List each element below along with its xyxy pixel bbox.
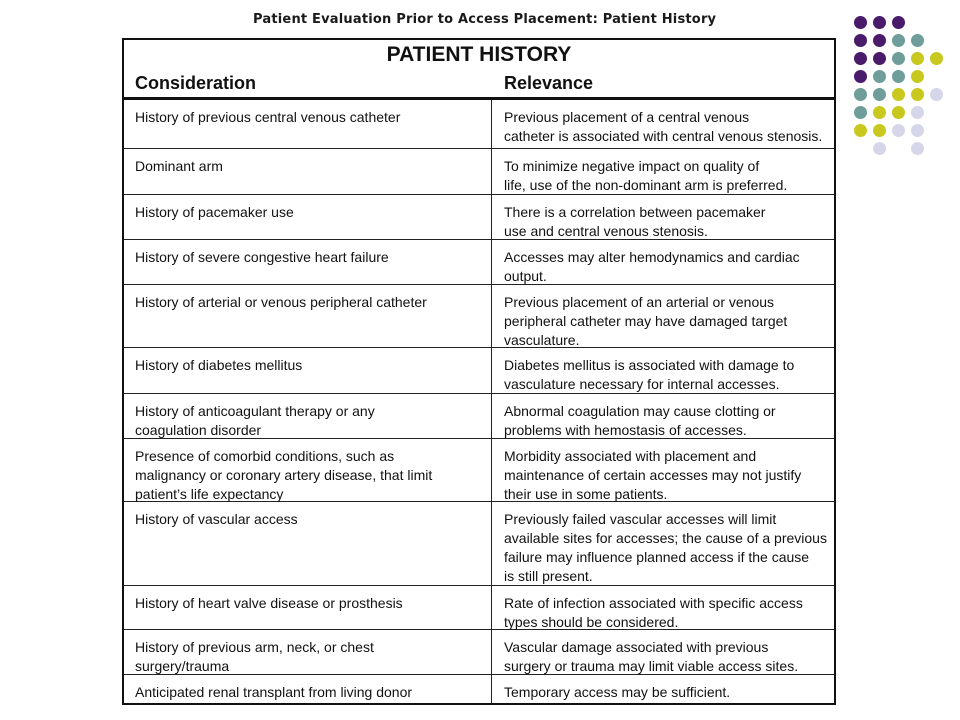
decorative-dot <box>873 16 886 29</box>
relevance-cell: Diabetes mellitus is associated with damage to vasculature necessary for internal accesses. <box>504 357 795 392</box>
consideration-cell: History of vascular access <box>135 511 298 527</box>
relevance-cell: Vascular damage associated with previous surgery or trauma may limit viable access sites. <box>504 639 799 674</box>
decorative-dot <box>854 34 867 47</box>
decorative-dot <box>911 34 924 47</box>
slide-title: Patient Evaluation Prior to Access Placement: Patient History <box>253 12 717 27</box>
decorative-dot <box>892 70 905 83</box>
relevance-cell: There is a correlation between pacemaker use and central venous stenosis. <box>504 204 766 239</box>
relevance-cell: Accesses may alter hemodynamics and cardiac output. <box>504 249 800 284</box>
decorative-dot <box>854 16 867 29</box>
decorative-dot <box>911 106 924 119</box>
decorative-dot <box>854 88 867 101</box>
table-body <box>124 100 834 705</box>
decorative-dot <box>892 88 905 101</box>
consideration-cell: History of severe congestive heart failure <box>135 249 389 265</box>
consideration-cell: History of pacemaker use <box>135 204 294 220</box>
consideration-cell: History of arterial or venous peripheral catheter <box>135 294 427 310</box>
relevance-cell: Previous placement of an arterial or venous peripheral catheter may have damaged target vasculature. <box>504 294 788 348</box>
decorative-dot <box>892 106 905 119</box>
table-row <box>124 675 834 705</box>
decorative-dot <box>911 52 924 65</box>
relevance-cell: To minimize negative impact on quality of life, use of the non-dominant arm is preferred. <box>504 158 788 193</box>
decorative-dot <box>892 34 905 47</box>
table-row <box>124 285 834 348</box>
consideration-cell: History of diabetes mellitus <box>135 357 303 373</box>
decorative-dot <box>930 52 943 65</box>
table-row <box>124 630 834 675</box>
consideration-cell: History of anticoagulant therapy or any coagulation disorder <box>135 403 375 438</box>
patient-history-table <box>122 38 836 705</box>
decorative-dot-grid <box>854 16 954 156</box>
consideration-cell: Dominant arm <box>135 158 223 174</box>
decorative-dot <box>873 34 886 47</box>
decorative-dot <box>854 106 867 119</box>
table-row <box>124 586 834 630</box>
table-row <box>124 100 834 149</box>
table-row <box>124 240 834 285</box>
decorative-dot <box>930 88 943 101</box>
decorative-dot <box>854 124 867 137</box>
table-title: PATIENT HISTORY <box>386 43 572 66</box>
decorative-dot <box>911 124 924 137</box>
relevance-cell: Abnormal coagulation may cause clotting or problems with hemostasis of accesses. <box>504 403 776 438</box>
table-row <box>124 394 834 439</box>
consideration-cell: Presence of comorbid conditions, such as malignancy or coronary artery disease, that limit patient’s life expectancy <box>135 448 433 502</box>
decorative-dot <box>854 52 867 65</box>
decorative-dot <box>873 142 886 155</box>
table-row <box>124 195 834 240</box>
relevance-cell: Morbidity associated with placement and maintenance of certain accesses may not justify their use in some patients. <box>504 448 802 502</box>
decorative-dot <box>873 124 886 137</box>
table-row <box>124 439 834 502</box>
decorative-dot <box>911 70 924 83</box>
consideration-cell: History of previous arm, neck, or chest surgery/trauma <box>135 639 374 674</box>
consideration-cell: History of previous central venous catheter <box>135 109 401 125</box>
decorative-dot <box>892 16 905 29</box>
table-row <box>124 348 834 394</box>
table-row <box>124 149 834 195</box>
relevance-cell: Temporary access may be sufficient. <box>504 684 731 700</box>
decorative-dot <box>911 88 924 101</box>
decorative-dot <box>873 88 886 101</box>
table-row <box>124 502 834 586</box>
decorative-dot <box>892 52 905 65</box>
column-header-relevance: Relevance <box>504 73 594 93</box>
relevance-cell: Previous placement of a central venous catheter is associated with central venous stenosis. <box>504 109 823 144</box>
decorative-dot <box>873 70 886 83</box>
decorative-dot <box>911 142 924 155</box>
consideration-cell: History of heart valve disease or prosthesis <box>135 595 403 611</box>
consideration-cell: Anticipated renal transplant from living donor <box>135 684 413 700</box>
decorative-dot <box>892 124 905 137</box>
relevance-cell: Rate of infection associated with specific access types should be considered. <box>504 595 803 630</box>
decorative-dot <box>873 106 886 119</box>
decorative-dot <box>873 52 886 65</box>
column-header-consideration: Consideration <box>135 73 257 93</box>
relevance-cell: Previously failed vascular accesses will limit available sites for accesses; the cause of a previous failure may influence planned access if the cause is still present. <box>504 511 827 584</box>
decorative-dot <box>854 70 867 83</box>
